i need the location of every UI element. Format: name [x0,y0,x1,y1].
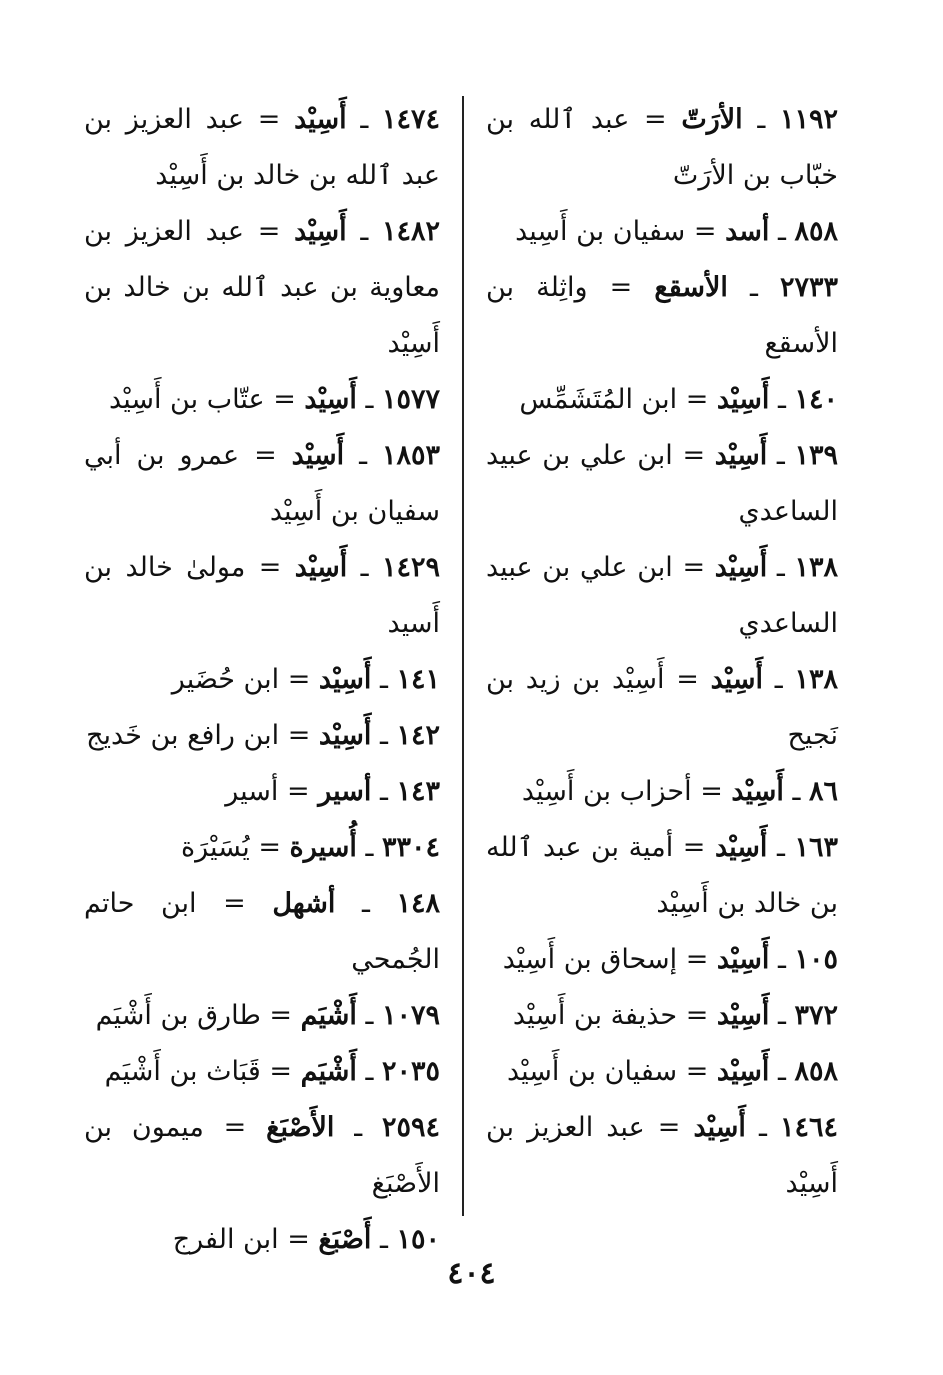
entry-reference: عمرو بن أبي سفيان بن أَسِيْد [84,440,440,527]
index-entry [84,204,440,372]
entry-number: ١٤٦٤ [779,1112,838,1143]
entry-number: ١١٩٢ [779,104,838,135]
entry-equals: = [269,1000,293,1031]
entry-equals: = [287,664,311,695]
entry-dash: ـ [776,440,785,471]
entry-dash: ـ [361,888,370,919]
index-column-right [486,92,838,1212]
entry-reference: أمية بن عبد ٱلله بن خالد بن أَسِيْد [486,832,838,919]
entry-number: ١٤٠ [794,384,838,415]
index-entry [486,92,838,204]
entry-reference: ابن رافع بن خَديج [86,720,280,751]
entry-term: أَسِيْد [716,1056,770,1087]
entry-number: ٢٧٣٣ [779,272,838,303]
entry-equals: = [644,104,667,135]
index-entry [84,1100,440,1212]
entry-dash: ـ [360,552,369,583]
entry-number: ٨٦ [808,776,838,807]
entry-term: أَسِيْد [318,720,372,751]
entry-dash: ـ [777,216,786,247]
entry-term: أَسِيْد [716,1000,770,1031]
entry-number: ١٣٨ [794,664,838,695]
entry-number: ١٣٨ [794,552,838,583]
entry-reference: يُسَيْرَة [180,832,250,863]
entry-equals: = [693,216,717,247]
index-entry [84,876,440,988]
entry-dash: ـ [777,384,786,415]
entry-dash: ـ [379,720,388,751]
entry-dash: ـ [379,1224,388,1255]
entry-dash: ـ [777,944,786,975]
entry-term: الأَصْبَغ [266,1112,335,1143]
index-entry [486,820,838,932]
entry-term: أَسِيْد [294,216,347,247]
entry-reference: سفيان بن أَسِيد [515,216,686,247]
entry-number: ١٤٢ [396,720,440,751]
entry-number: ١٠٧٩ [381,1000,440,1031]
entry-term: أسير [318,776,372,807]
index-entry [486,540,838,652]
entry-number: ١٥٧٧ [381,384,440,415]
entry-dash: ـ [379,664,388,695]
entry-reference: ابن حاتم الجُمحي [84,888,440,975]
entry-number: ٨٥٨ [794,216,838,247]
entry-dash: ـ [792,776,801,807]
index-entry [486,372,838,428]
entry-equals: = [609,272,633,303]
entry-term: أَسِيْد [731,776,784,807]
entry-number: ١٤٣ [396,776,440,807]
entry-equals: = [700,776,723,807]
entry-term: أَسِيْد [714,440,768,471]
entry-equals: = [685,384,709,415]
entry-term: أَسِيْد [716,944,770,975]
entry-reference: أحزاب بن أَسِيْد [521,776,692,807]
entry-term: أَسِيْد [714,832,768,863]
entry-dash: ـ [365,1000,374,1031]
column-divider [462,96,464,1216]
entry-term: أَسِيْد [716,384,770,415]
entry-number: ١٣٩ [794,440,838,471]
entry-equals: = [682,832,706,863]
entry-reference: عبد العزيز بن عبد ٱلله بن خالد بن أَسِيْد [84,104,440,191]
entry-reference: أَسِيْد بن زيد بن نَجيح [486,664,838,751]
entry-equals: = [287,1224,310,1255]
entry-dash: ـ [757,104,766,135]
index-entry [486,932,838,988]
index-entry [84,428,440,540]
entry-number: ٢٥٩٤ [381,1112,440,1143]
index-entry [486,988,838,1044]
entry-equals: = [287,720,311,751]
entry-term: أَشْيَم [300,1056,357,1087]
entry-reference: عبد العزيز بن أَسِيْد [486,1112,838,1199]
entry-dash: ـ [749,272,758,303]
entry-reference: واثِلة بن الأسقع [486,272,838,359]
entry-number: ٨٥٨ [794,1056,838,1087]
entry-number: ١٥٠ [396,1224,440,1255]
entry-reference: ابن الفرج [172,1224,279,1255]
index-entry [486,260,838,372]
entry-term: أشهل [272,888,336,919]
entry-number: ٣٣٠٤ [381,832,440,863]
entry-equals: = [676,664,699,695]
entry-term: أسد [725,216,770,247]
entry-term: أَسِيْد [714,552,768,583]
entry-equals: = [682,440,706,471]
index-entry [84,708,440,764]
entry-dash: ـ [379,776,388,807]
index-entry [486,764,838,820]
entry-dash: ـ [776,832,785,863]
index-entry [486,652,838,764]
entry-reference: عتّاب بن أَسِيْد [109,384,265,415]
entry-term: الأرَتّ [681,104,743,135]
entry-term: أَسِيْد [294,552,348,583]
entry-equals: = [223,888,246,919]
index-entry [486,1100,838,1212]
entry-reference: إسحاق بن أَسِيْد [502,944,678,975]
entry-number: ٣٧٢ [794,1000,838,1031]
entry-term: الأسقع [654,272,728,303]
entry-equals: = [258,832,281,863]
entry-equals: = [273,384,296,415]
entry-term: أَسِيْد [294,104,347,135]
entry-number: ٢٠٣٥ [381,1056,440,1087]
entry-term: أَصْبَغ [318,1224,372,1255]
index-entry [84,652,440,708]
index-column-left [84,92,440,1268]
entry-equals: = [258,552,282,583]
entry-equals: = [685,1000,709,1031]
entry-reference: سفيان بن أَسِيْد [506,1056,678,1087]
entry-term: أَسِيْد [318,664,372,695]
index-entry [486,204,838,260]
entry-number: ١٨٥٣ [381,440,440,471]
entry-dash: ـ [360,216,369,247]
index-entry [84,820,440,876]
entry-equals: = [269,1056,293,1087]
entry-reference: مولىٰ خالد بن أَسيد [84,552,440,639]
entry-number: ١٤٢٩ [381,552,440,583]
entry-number: ١٤٨ [396,888,440,919]
entry-dash: ـ [777,1056,786,1087]
entry-dash: ـ [777,1000,786,1031]
index-entry [84,764,440,820]
index-entry [486,1044,838,1100]
entry-number: ١٦٣ [794,832,838,863]
entry-equals: = [254,440,277,471]
entry-dash: ـ [360,104,369,135]
entry-term: أَسِيْد [710,664,764,695]
entry-reference: عبد العزيز بن معاوية بن عبد ٱلله بن خالد بن أَسِيْد [84,216,440,359]
entry-equals: = [257,104,281,135]
entry-reference: عبد ٱلله بن خبّاب بن الأرَتّ [486,104,838,191]
entry-dash: ـ [354,1112,363,1143]
entry-reference: أسير [225,776,279,807]
entry-reference: ابن حُضَير [171,664,280,695]
entry-equals: = [685,944,709,975]
index-entry [84,372,440,428]
entry-dash: ـ [365,832,374,863]
entry-term: أَسِيْد [693,1112,746,1143]
entry-number: ١٠٥ [794,944,838,975]
index-entry [84,92,440,204]
entry-reference: ابن المُتَشَمِّس [519,384,678,415]
entry-equals: = [657,1112,681,1143]
index-entry [486,428,838,540]
entry-number: ١٤١ [396,664,440,695]
entry-term: أَسِيْد [304,384,357,415]
entry-dash: ـ [758,1112,767,1143]
entry-equals: = [685,1056,709,1087]
entry-dash: ـ [365,1056,374,1087]
entry-equals: = [257,216,281,247]
entry-reference: ابن علي بن عبيد الساعدي [486,440,838,527]
entry-dash: ـ [776,552,785,583]
entry-reference: قَبَاث بن أَشْيَم [104,1056,261,1087]
page-number: ٤٠٤ [447,1256,496,1291]
entry-equals: = [286,776,310,807]
entry-reference: طارق بن أَشْيَم [95,1000,261,1031]
index-entry [84,988,440,1044]
entry-dash: ـ [365,384,374,415]
entry-dash: ـ [359,440,367,471]
entry-number: ١٤٧٤ [381,104,440,135]
index-entry [84,540,440,652]
entry-term: أُسيرة [289,832,357,863]
entry-term: أَسِيْد [291,440,345,471]
entry-dash: ـ [774,664,783,695]
index-entry [84,1044,440,1100]
entry-equals: = [682,552,706,583]
entry-equals: = [223,1112,247,1143]
entry-number: ١٤٨٢ [381,216,440,247]
entry-reference: ابن علي بن عبيد الساعدي [486,552,838,639]
entry-reference: ميمون بن الأَصْبَغ [84,1112,440,1199]
entry-term: أَشْيَم [300,1000,357,1031]
entry-reference: حذيفة بن أَسِيْد [512,1000,678,1031]
